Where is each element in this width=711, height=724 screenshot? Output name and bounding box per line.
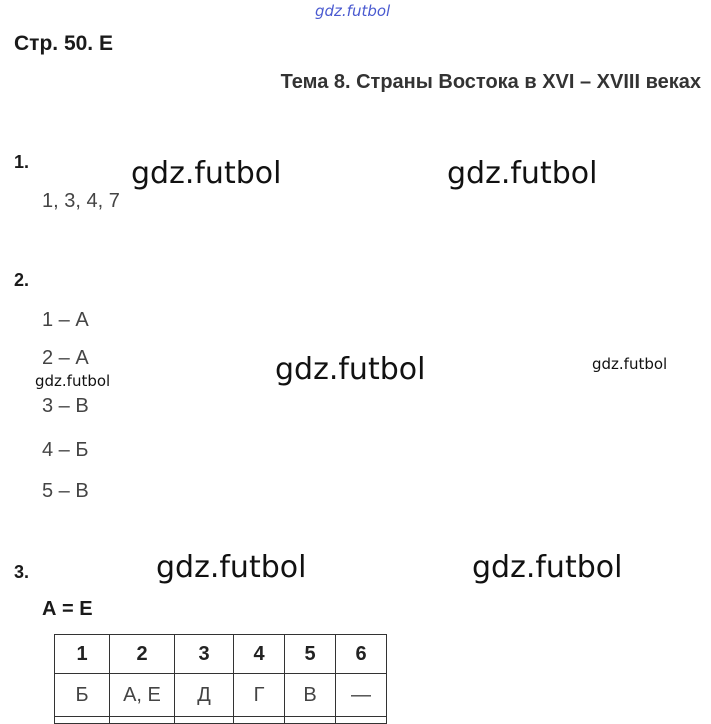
table-cell (336, 717, 387, 724)
table-header-cell: 6 (336, 635, 387, 674)
answer-line: 4 – Б (42, 439, 89, 461)
page-header: Стр. 50. Е (14, 32, 113, 55)
table-header-cell: 5 (285, 635, 336, 674)
table-cell: В (285, 674, 336, 717)
table-cell: Г (234, 674, 285, 717)
answer-table (54, 634, 387, 724)
table-header-row (55, 635, 387, 674)
watermark: gdz.futbol (315, 2, 391, 20)
table-cell (234, 717, 285, 724)
watermark: gdz.futbol (35, 372, 111, 390)
table-header-cell: 1 (55, 635, 110, 674)
table-cell (175, 717, 234, 724)
table-cell: Д (175, 674, 234, 717)
table-row (55, 717, 387, 724)
watermark: gdz.futbol (472, 550, 623, 585)
table-header-cell: 3 (175, 635, 234, 674)
table-cell (110, 717, 175, 724)
topic-title: Тема 8. Страны Востока в XVI – XVIII веках (280, 71, 701, 93)
answer-line: 2 – А (42, 347, 89, 369)
table-cell: А, Е (110, 674, 175, 717)
task-formula: А = Е (42, 598, 93, 620)
table-header-cell: 4 (234, 635, 285, 674)
answer-line: 1 – А (42, 309, 89, 331)
task-number: 2. (14, 270, 30, 290)
answer-line: 5 – В (42, 480, 89, 502)
watermark: gdz.futbol (447, 156, 598, 191)
task-number: 3. (14, 562, 30, 582)
watermark: gdz.futbol (275, 352, 426, 387)
table-cell: — (336, 674, 387, 717)
watermark: gdz.futbol (131, 156, 282, 191)
task-number: 1. (14, 152, 30, 172)
table-header-cell: 2 (110, 635, 175, 674)
answer-line: 3 – В (42, 395, 89, 417)
table-cell (285, 717, 336, 724)
watermark: gdz.futbol (592, 355, 668, 373)
task-answer: 1, 3, 4, 7 (42, 190, 120, 212)
table-cell: Б (55, 674, 110, 717)
table-row (55, 674, 387, 717)
watermark: gdz.futbol (156, 550, 307, 585)
table-cell (55, 717, 110, 724)
